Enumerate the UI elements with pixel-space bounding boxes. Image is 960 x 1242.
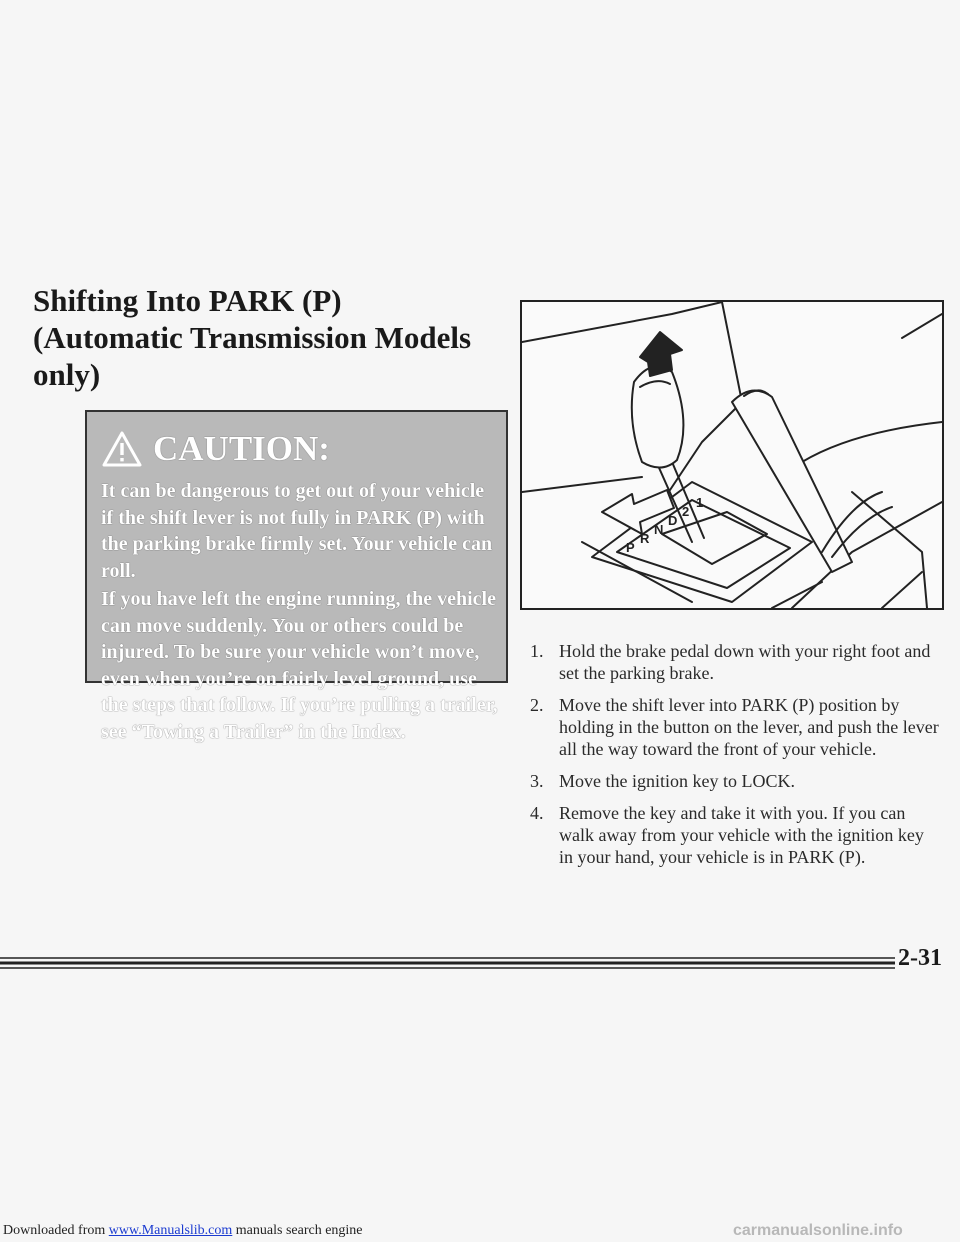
gate-label-n: N bbox=[654, 522, 664, 537]
warning-triangle-icon bbox=[101, 430, 143, 468]
gate-label-r: R bbox=[640, 531, 650, 546]
section-heading bbox=[33, 282, 493, 393]
heading-line-1: Shifting Into PARK (P) bbox=[33, 283, 342, 318]
caution-header bbox=[101, 426, 330, 472]
caution-paragraph-1: It can be dangerous to get out of your vehicle if the shift lever is not fully in PARK (P) with the parking brake firmly set. Your vehicle can roll. bbox=[101, 480, 493, 582]
step-text: Move the shift lever into PARK (P) position by holding in the button on the lever, and push the lever all the way toward the front of your vehicle. bbox=[559, 695, 939, 759]
gate-label-2: 2 bbox=[682, 504, 690, 519]
list-item bbox=[530, 694, 942, 760]
shift-lever-drawing bbox=[522, 302, 942, 608]
steps-list bbox=[530, 640, 942, 878]
caution-title: CAUTION: bbox=[153, 429, 330, 468]
caution-text bbox=[101, 478, 499, 747]
step-number: 3. bbox=[530, 771, 544, 791]
list-item bbox=[530, 802, 942, 868]
gate-label-p: P bbox=[626, 540, 635, 555]
manualslib-link[interactable]: www.Manualslib.com bbox=[108, 1223, 233, 1238]
heading-line-2: (Automatic Transmission Models only) bbox=[33, 320, 472, 392]
page-number: 2-31 bbox=[898, 945, 942, 971]
gate-label-1: 1 bbox=[696, 495, 704, 510]
download-banner bbox=[3, 1223, 363, 1239]
list-item bbox=[530, 640, 942, 684]
banner-prefix: Downloaded from bbox=[3, 1223, 109, 1238]
caution-box bbox=[85, 410, 508, 743]
banner-suffix: manuals search engine bbox=[232, 1223, 363, 1238]
step-number: 2. bbox=[530, 695, 544, 715]
list-item bbox=[530, 770, 942, 792]
footer-rule bbox=[0, 956, 895, 970]
step-number: 4. bbox=[530, 803, 544, 823]
caution-paragraph-2: If you have left the engine running, the vehicle can move suddenly. You or others could be injured. To be sure your vehicle won’t move, even when you’re on fairly level ground, use the steps that follow. If you’re pulling a trailer, see “Towing a Trailer” in the Index. bbox=[101, 588, 498, 743]
step-text: Remove the key and take it with you. If you can walk away from your vehicle with the ignition key in your hand, your vehicle is in PARK (P). bbox=[559, 803, 924, 867]
shift-lever-illustration bbox=[520, 300, 944, 610]
watermark: carmanualsonline.info bbox=[733, 1222, 903, 1239]
gate-label-d: D bbox=[668, 513, 678, 528]
step-number: 1. bbox=[530, 641, 544, 661]
step-text: Move the ignition key to LOCK. bbox=[559, 771, 795, 791]
step-text: Hold the brake pedal down with your right foot and set the parking brake. bbox=[559, 641, 931, 683]
